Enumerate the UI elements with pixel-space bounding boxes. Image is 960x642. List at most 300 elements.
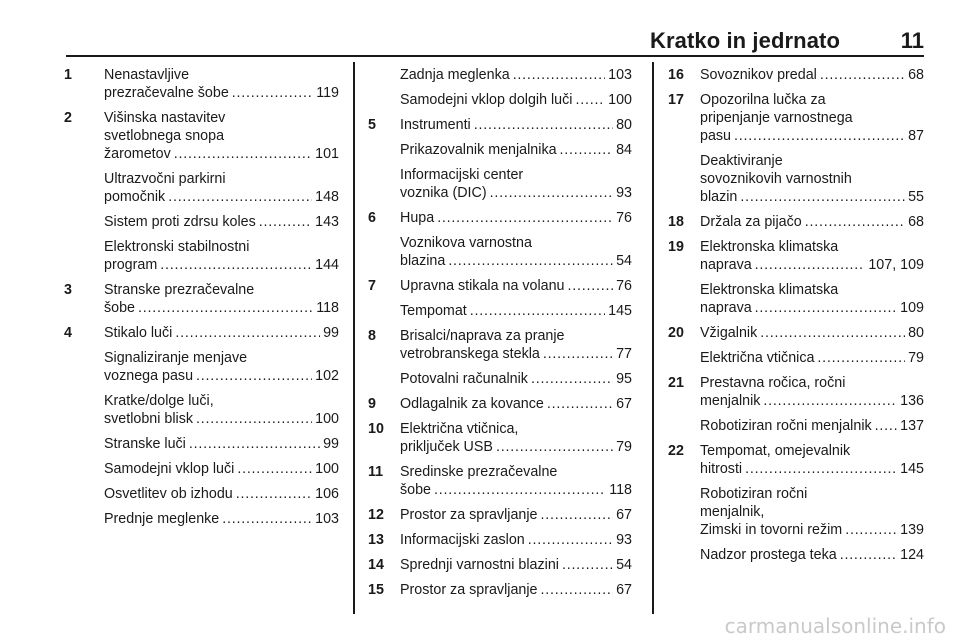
- entry-text: Kratke/dolge luči,: [104, 393, 214, 409]
- entry-page-ref: 144: [315, 257, 339, 273]
- index-entry: [368, 506, 632, 524]
- entry-body: [104, 109, 339, 163]
- index-entry: [368, 91, 632, 109]
- entry-body: [400, 91, 632, 109]
- index-entry: [64, 510, 339, 528]
- entry-text: Prednje meglenke: [104, 511, 220, 527]
- index-entry: [368, 556, 632, 574]
- entry-last-line: [104, 213, 339, 231]
- dot-leader: [763, 392, 897, 410]
- dot-leader: [236, 485, 312, 503]
- entry-page-ref: 101: [315, 146, 339, 162]
- entry-text: Stikalo luči: [104, 325, 173, 341]
- dot-leader: [189, 435, 320, 453]
- entry-body: [700, 152, 924, 206]
- index-entry: [668, 349, 924, 367]
- entry-last-line: [400, 370, 632, 388]
- entry-text: Sistem proti zdrsu koles: [104, 214, 256, 230]
- entry-number: 16: [668, 67, 684, 83]
- entry-text: pomočnik: [104, 189, 166, 205]
- entry-last-line: [700, 392, 924, 410]
- entry-last-line: [700, 460, 924, 478]
- entry-body: [400, 395, 632, 413]
- entry-text: Sredinske prezračevalne: [400, 464, 558, 480]
- entry-page-ref: 76: [616, 210, 632, 226]
- dot-leader: [259, 213, 312, 231]
- entry-last-line: [400, 141, 632, 159]
- entry-text: Stranske luči: [104, 436, 186, 452]
- entry-body: [700, 485, 924, 539]
- entry-text: Brisalci/naprava za pranje: [400, 328, 565, 344]
- index-entry: [368, 302, 632, 320]
- entry-body: [700, 349, 924, 367]
- entry-page-ref: 99: [323, 436, 339, 452]
- entry-last-line: [104, 188, 339, 206]
- entry-text: Ultrazvočni parkirni: [104, 171, 226, 187]
- dot-leader: [547, 395, 613, 413]
- entry-text: Tempomat: [400, 303, 467, 319]
- dot-leader: [740, 188, 905, 206]
- index-entry: [368, 420, 632, 456]
- entry-last-line: [700, 521, 924, 539]
- entry-page-ref: 76: [616, 278, 632, 294]
- dot-leader: [745, 460, 897, 478]
- entry-page-ref: 103: [608, 67, 632, 83]
- entry-page-ref: 148: [315, 189, 339, 205]
- entry-last-line: [400, 556, 632, 574]
- dot-leader: [196, 367, 312, 385]
- index-entry: [668, 91, 924, 145]
- entry-number: 9: [368, 396, 376, 412]
- entry-page-ref: 118: [316, 300, 339, 316]
- entry-text: voznika (DIC): [400, 185, 487, 201]
- entry-last-line: [104, 410, 339, 428]
- entry-text: Elektronski stabilnostni: [104, 239, 250, 255]
- entry-text: Električna vtičnica,: [400, 421, 519, 437]
- entry-page-ref: 145: [608, 303, 632, 319]
- entry-page-ref: 109: [900, 300, 924, 316]
- page-number: 11: [900, 28, 924, 53]
- entry-last-line: [700, 188, 924, 206]
- entry-body: [700, 213, 924, 231]
- entry-page-ref: 102: [315, 368, 339, 384]
- entry-number: 19: [668, 239, 684, 255]
- entry-number: 4: [64, 325, 72, 341]
- index-entry: [368, 327, 632, 363]
- entry-last-line: [700, 127, 924, 145]
- entry-last-line: [104, 299, 339, 317]
- entry-body: [400, 581, 632, 599]
- dot-leader: [562, 556, 613, 574]
- dot-leader: [528, 531, 613, 549]
- entry-body: [400, 277, 632, 295]
- entry-body: [104, 324, 339, 342]
- entry-text: Prostor za spravljanje: [400, 507, 538, 523]
- index-entry: [668, 442, 924, 478]
- entry-text: naprava: [700, 257, 752, 273]
- entry-last-line: [700, 66, 924, 84]
- entry-page-ref: 124: [900, 547, 924, 563]
- entry-number: 6: [368, 210, 376, 226]
- dot-leader: [543, 345, 613, 363]
- entry-page-ref: 77: [616, 346, 632, 362]
- entry-last-line: [700, 324, 924, 342]
- entry-page-ref: 54: [616, 253, 632, 269]
- entry-body: [700, 442, 924, 478]
- dot-leader: [174, 145, 312, 163]
- watermark: carmanualsonline.info: [724, 614, 946, 638]
- entry-text: Stranske prezračevalne: [104, 282, 255, 298]
- entry-page-ref: 100: [315, 461, 339, 477]
- entry-body: [104, 460, 339, 478]
- entry-page-ref: 87: [908, 128, 924, 144]
- entry-body: [700, 66, 924, 84]
- entry-last-line: [400, 116, 632, 134]
- entry-last-line: [400, 277, 632, 295]
- dot-leader: [470, 302, 605, 320]
- entry-page-ref: 80: [908, 325, 924, 341]
- index-entry: [64, 485, 339, 503]
- entry-page-ref: 100: [608, 92, 632, 108]
- index-entry: [668, 152, 924, 206]
- entry-page-ref: 67: [616, 507, 632, 523]
- entry-text: Informacijski center: [400, 167, 524, 183]
- entry-last-line: [104, 324, 339, 342]
- entry-page-ref: 137: [900, 418, 924, 434]
- index-entry: [64, 109, 339, 163]
- index-entry: [368, 395, 632, 413]
- entry-text: Prikazovalnik menjalnika: [400, 142, 557, 158]
- entry-body: [104, 281, 339, 317]
- entry-last-line: [104, 485, 339, 503]
- index-entry: [64, 324, 339, 342]
- entry-text: naprava: [700, 300, 752, 316]
- entry-number: 7: [368, 278, 376, 294]
- index-entry: [368, 581, 632, 599]
- index-entry: [668, 238, 924, 274]
- entry-text: Opozorilna lučka za: [700, 92, 826, 108]
- entry-body: [400, 234, 632, 270]
- entry-text: pasu: [700, 128, 732, 144]
- entry-body: [104, 510, 339, 528]
- dot-leader: [755, 299, 897, 317]
- entry-body: [700, 91, 924, 145]
- dot-leader: [575, 91, 605, 109]
- dot-leader: [448, 252, 613, 270]
- dot-leader: [755, 256, 866, 274]
- entry-last-line: [400, 481, 632, 499]
- entry-text: Držala za pijačo: [700, 214, 802, 230]
- index-column-3: [668, 66, 924, 571]
- dot-leader: [160, 256, 312, 274]
- entry-number: 18: [668, 214, 684, 230]
- entry-text: Električna vtičnica: [700, 350, 815, 366]
- entry-number: 15: [368, 582, 384, 598]
- entry-page-ref: 136: [900, 393, 924, 409]
- entry-last-line: [400, 66, 632, 84]
- entry-body: [400, 141, 632, 159]
- entry-text: svetlobnega snopa: [104, 128, 225, 144]
- entry-body: [104, 485, 339, 503]
- entry-number: 8: [368, 328, 376, 344]
- entry-number: 13: [368, 532, 384, 548]
- entry-text: svetlobni blisk: [104, 411, 193, 427]
- entry-text: Hupa: [400, 210, 435, 226]
- dot-leader: [540, 581, 613, 599]
- entry-text: hitrosti: [700, 461, 743, 477]
- index-entry: [668, 66, 924, 84]
- entry-text: Tempomat, omejevalnik: [700, 443, 851, 459]
- entry-page-ref: 55: [908, 189, 924, 205]
- entry-last-line: [104, 510, 339, 528]
- entry-page-ref: 93: [616, 185, 632, 201]
- entry-number: 12: [368, 507, 384, 523]
- entry-text: Nadzor prostega teka: [700, 547, 837, 563]
- index-entry: [64, 213, 339, 231]
- entry-page-ref: 107, 109: [868, 257, 924, 273]
- entry-page-ref: 79: [908, 350, 924, 366]
- entry-page-ref: 93: [616, 532, 632, 548]
- header-rule: [66, 55, 924, 57]
- entry-body: [400, 166, 632, 202]
- entry-text: Voznikova varnostna: [400, 235, 532, 251]
- entry-number: 2: [64, 110, 72, 126]
- entry-text: Nenastavljive: [104, 67, 190, 83]
- dot-leader: [437, 209, 613, 227]
- entry-last-line: [400, 184, 632, 202]
- entry-text: Prestavna ročica, ročni: [700, 375, 846, 391]
- entry-text: pripenjanje varnostnega: [700, 110, 853, 126]
- entry-text: Robotiziran ročni menjalnik: [700, 418, 872, 434]
- dot-leader: [845, 521, 897, 539]
- entry-page-ref: 145: [900, 461, 924, 477]
- entry-last-line: [700, 417, 924, 435]
- entry-body: [104, 349, 339, 385]
- dot-leader: [875, 417, 898, 435]
- entry-page-ref: 119: [316, 85, 339, 101]
- index-entry: [368, 277, 632, 295]
- dot-leader: [496, 438, 613, 456]
- dot-leader: [474, 116, 613, 134]
- entry-last-line: [400, 395, 632, 413]
- entry-text: program: [104, 257, 158, 273]
- entry-text: Vžigalnik: [700, 325, 758, 341]
- entry-number: 17: [668, 92, 684, 108]
- entry-text: Odlagalnik za kovance: [400, 396, 544, 412]
- entry-text: Informacijski zaslon: [400, 532, 525, 548]
- index-entry: [64, 392, 339, 428]
- dot-leader: [490, 184, 614, 202]
- entry-text: menjalnik,: [700, 504, 765, 520]
- entry-text: priključek USB: [400, 439, 493, 455]
- index-column-1: [64, 66, 339, 535]
- index-entry: [64, 349, 339, 385]
- entry-last-line: [104, 460, 339, 478]
- entry-last-line: [700, 349, 924, 367]
- entry-text: Prostor za spravljanje: [400, 582, 538, 598]
- index-entry: [368, 531, 632, 549]
- entry-last-line: [104, 256, 339, 274]
- entry-text: šobe: [104, 300, 136, 316]
- entry-last-line: [104, 435, 339, 453]
- entry-text: blazin: [700, 189, 738, 205]
- dot-leader: [138, 299, 313, 317]
- entry-body: [104, 213, 339, 231]
- dot-leader: [168, 188, 312, 206]
- entry-body: [700, 324, 924, 342]
- entry-text: Osvetlitev ob izhodu: [104, 486, 233, 502]
- entry-text: Samodejni vklop luči: [104, 461, 235, 477]
- entry-page-ref: 67: [616, 582, 632, 598]
- dot-leader: [817, 349, 905, 367]
- page-title: Kratko in jedrnato: [649, 28, 840, 53]
- entry-body: [700, 238, 924, 274]
- dot-leader: [232, 84, 313, 102]
- index-column-2: [368, 66, 632, 606]
- entry-text: Samodejni vklop dolgih luči: [400, 92, 573, 108]
- entry-body: [400, 463, 632, 499]
- index-entry: [64, 170, 339, 206]
- entry-last-line: [104, 367, 339, 385]
- index-entry: [668, 324, 924, 342]
- entry-last-line: [400, 506, 632, 524]
- column-divider: [353, 62, 355, 614]
- entry-body: [700, 546, 924, 564]
- dot-leader: [237, 460, 312, 478]
- index-entry: [368, 66, 632, 84]
- entry-text: Potovalni računalnik: [400, 371, 528, 387]
- entry-page-ref: 103: [315, 511, 339, 527]
- entry-number: 10: [368, 421, 384, 437]
- entry-text: Signaliziranje menjave: [104, 350, 248, 366]
- dot-leader: [760, 324, 905, 342]
- entry-body: [400, 327, 632, 363]
- entry-body: [400, 66, 632, 84]
- dot-leader: [540, 506, 613, 524]
- entry-last-line: [700, 546, 924, 564]
- entry-number: 11: [368, 464, 384, 480]
- entry-text: Upravna stikala na volanu: [400, 278, 565, 294]
- entry-body: [700, 417, 924, 435]
- entry-text: sovoznikovih varnostnih: [700, 171, 852, 187]
- entry-page-ref: 84: [616, 142, 632, 158]
- entry-text: Zadnja meglenka: [400, 67, 510, 83]
- entry-page-ref: 68: [908, 67, 924, 83]
- entry-last-line: [400, 302, 632, 320]
- index-entry: [368, 116, 632, 134]
- entry-last-line: [104, 84, 339, 102]
- index-entry: [668, 213, 924, 231]
- dot-leader: [175, 324, 320, 342]
- entry-page-ref: 100: [315, 411, 339, 427]
- entry-last-line: [700, 256, 924, 274]
- entry-page-ref: 80: [616, 117, 632, 133]
- entry-last-line: [700, 213, 924, 231]
- dot-leader: [734, 127, 905, 145]
- index-entry: [368, 209, 632, 227]
- entry-last-line: [400, 209, 632, 227]
- column-divider: [652, 62, 654, 614]
- entry-number: 20: [668, 325, 684, 341]
- index-entry: [668, 281, 924, 317]
- entry-number: 1: [64, 67, 72, 83]
- entry-number: 3: [64, 282, 72, 298]
- entry-text: Zimski in tovorni režim: [700, 522, 843, 538]
- entry-text: Robotiziran ročni: [700, 486, 808, 502]
- entry-body: [400, 420, 632, 456]
- entry-body: [700, 281, 924, 317]
- entry-body: [400, 209, 632, 227]
- dot-leader: [560, 141, 614, 159]
- entry-body: [400, 302, 632, 320]
- index-entry: [668, 485, 924, 539]
- entry-page-ref: 99: [323, 325, 339, 341]
- entry-page-ref: 79: [616, 439, 632, 455]
- dot-leader: [531, 370, 613, 388]
- dot-leader: [196, 410, 312, 428]
- dot-leader: [434, 481, 606, 499]
- index-entry: [64, 238, 339, 274]
- entry-text: Višinska nastavitev: [104, 110, 226, 126]
- dot-leader: [222, 510, 312, 528]
- index-entry: [368, 234, 632, 270]
- entry-page-ref: 118: [609, 482, 632, 498]
- entry-text: prezračevalne šobe: [104, 85, 229, 101]
- entry-last-line: [400, 345, 632, 363]
- dot-leader: [805, 213, 905, 231]
- entry-body: [104, 435, 339, 453]
- entry-last-line: [400, 531, 632, 549]
- entry-last-line: [400, 252, 632, 270]
- entry-body: [104, 170, 339, 206]
- dot-leader: [840, 546, 897, 564]
- entry-text: Deaktiviranje: [700, 153, 783, 169]
- entry-body: [400, 116, 632, 134]
- entry-last-line: [400, 438, 632, 456]
- entry-last-line: [104, 145, 339, 163]
- entry-last-line: [400, 91, 632, 109]
- entry-page-ref: 106: [315, 486, 339, 502]
- index-entry: [368, 463, 632, 499]
- index-entry: [368, 141, 632, 159]
- entry-text: menjalnik: [700, 393, 761, 409]
- entry-text: vetrobranskega stekla: [400, 346, 540, 362]
- dot-leader: [513, 66, 605, 84]
- entry-text: blazina: [400, 253, 446, 269]
- entry-body: [400, 506, 632, 524]
- entry-page-ref: 95: [616, 371, 632, 387]
- entry-number: 5: [368, 117, 376, 133]
- entry-text: šobe: [400, 482, 432, 498]
- entry-body: [400, 556, 632, 574]
- index-entry: [64, 460, 339, 478]
- entry-last-line: [700, 299, 924, 317]
- entry-body: [700, 374, 924, 410]
- entry-text: Elektronska klimatska: [700, 239, 839, 255]
- entry-body: [104, 66, 339, 102]
- entry-body: [400, 531, 632, 549]
- entry-text: voznega pasu: [104, 368, 194, 384]
- index-entry: [368, 370, 632, 388]
- dot-leader: [820, 66, 905, 84]
- entry-last-line: [400, 581, 632, 599]
- entry-page-ref: 54: [616, 557, 632, 573]
- entry-text: Instrumenti: [400, 117, 471, 133]
- entry-body: [104, 392, 339, 428]
- entry-number: 21: [668, 375, 684, 391]
- entry-page-ref: 67: [616, 396, 632, 412]
- entry-page-ref: 139: [900, 522, 924, 538]
